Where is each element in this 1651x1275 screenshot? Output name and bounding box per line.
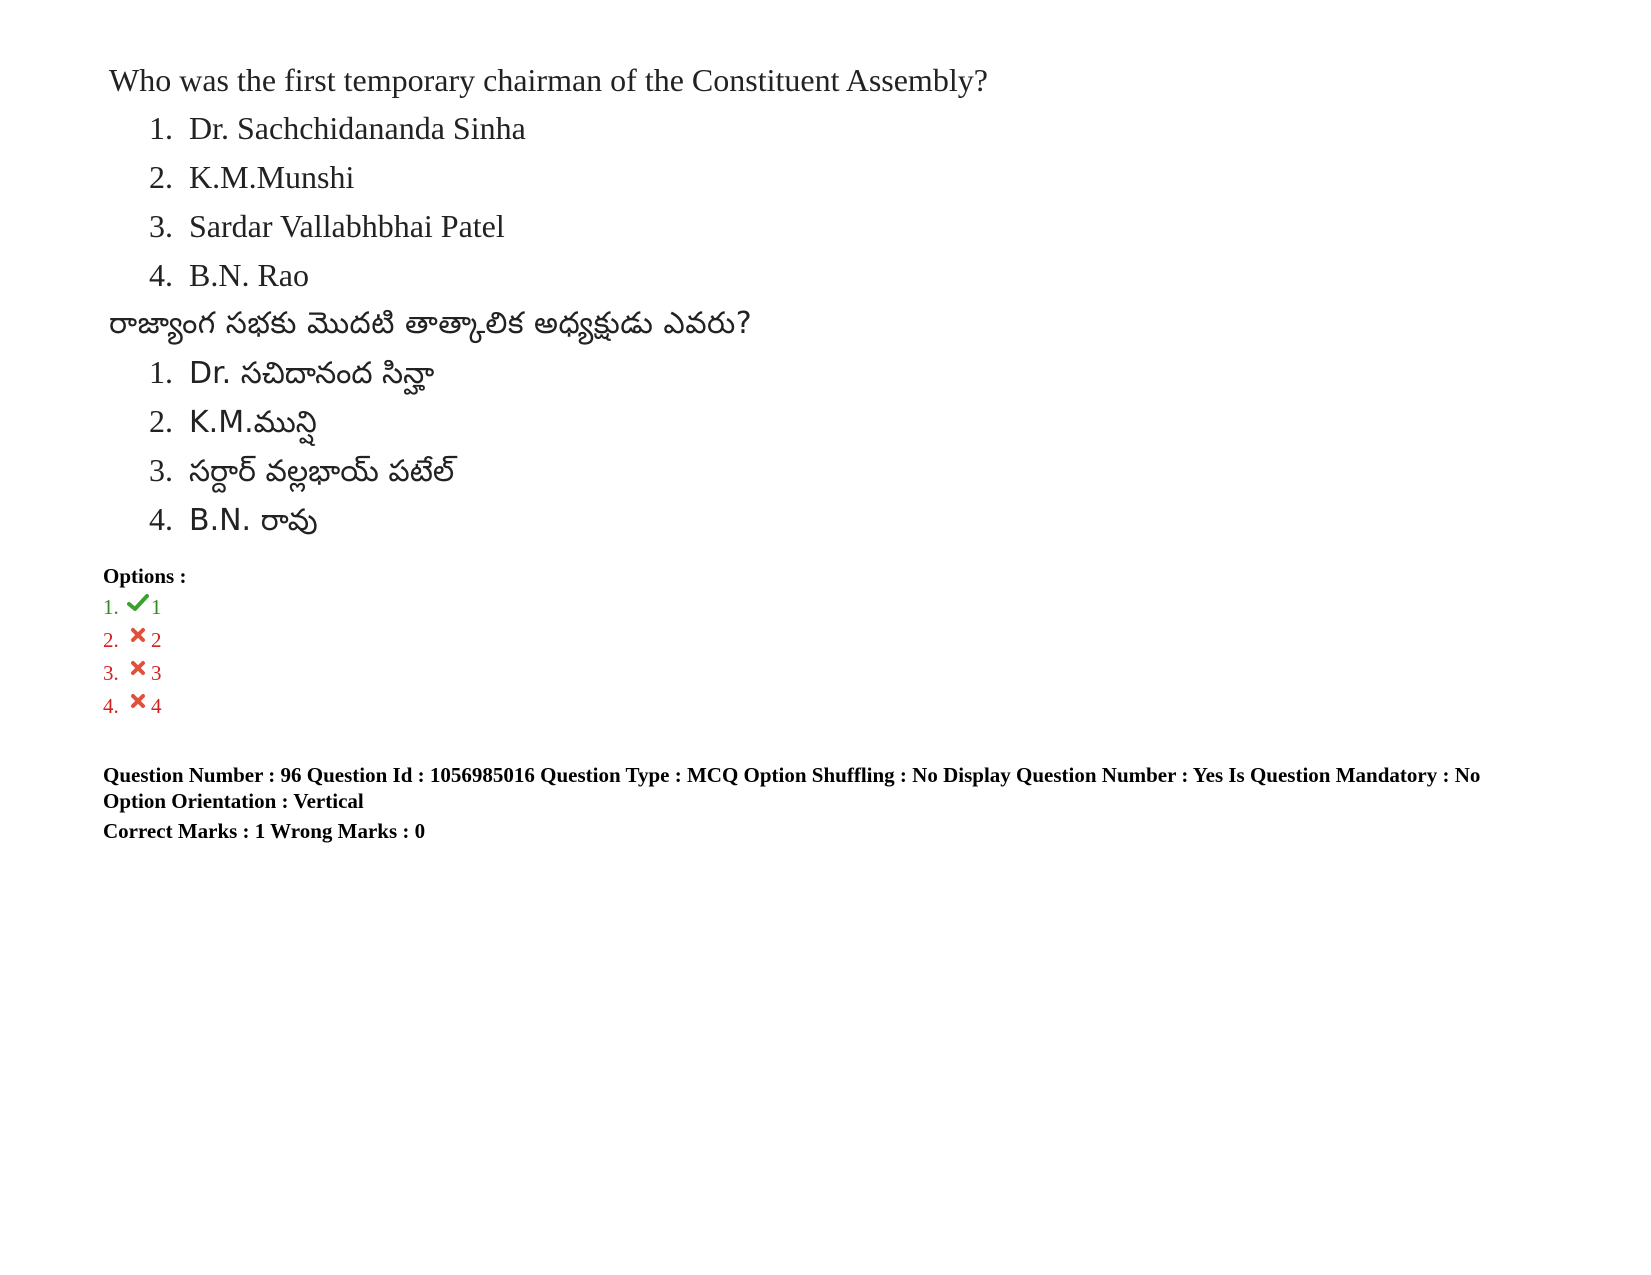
option-value: 1 bbox=[151, 595, 162, 619]
cross-icon bbox=[125, 627, 151, 647]
choice-number: 2. bbox=[149, 403, 173, 439]
meta-question-info: Question Number : 96 Question Id : 1056985016 Question Type : MCQ Option Shuffling : No Display Question Number : Yes Is Question Mandatory : No bbox=[103, 763, 1481, 787]
option-row-2 bbox=[103, 624, 186, 657]
option-index: 4. bbox=[103, 694, 119, 718]
meta-marks: Correct Marks : 1 Wrong Marks : 0 bbox=[103, 819, 426, 843]
choice-text: B.N. Rao bbox=[189, 257, 309, 293]
english-choice-4 bbox=[109, 251, 1109, 300]
choice-text: సర్దార్ వల్లభాయ్ పటేల్ bbox=[189, 454, 455, 489]
option-index: 3. bbox=[103, 661, 119, 685]
cross-icon bbox=[125, 693, 151, 713]
choice-number: 4. bbox=[149, 257, 173, 293]
choice-number: 2. bbox=[149, 159, 173, 195]
choice-number: 3. bbox=[149, 452, 173, 488]
choice-text: K.M.మున్షి bbox=[189, 405, 317, 440]
choice-text: Dr. Sachchidananda Sinha bbox=[189, 110, 526, 146]
option-row-3 bbox=[103, 657, 186, 690]
choice-text: Dr. సచిదానంద సిన్హా bbox=[189, 356, 435, 391]
option-value: 2 bbox=[151, 628, 162, 652]
english-choice-2 bbox=[109, 153, 1109, 202]
option-row-4 bbox=[103, 690, 186, 723]
option-value: 4 bbox=[151, 694, 162, 718]
telugu-choice-2 bbox=[109, 397, 1109, 446]
choice-text: K.M.Munshi bbox=[189, 159, 355, 195]
meta-option-orientation: Option Orientation : Vertical bbox=[103, 789, 364, 813]
english-choice-3 bbox=[109, 202, 1109, 251]
option-row-1 bbox=[103, 591, 186, 624]
english-choice-1 bbox=[109, 104, 1109, 153]
choice-number: 1. bbox=[149, 110, 173, 146]
choice-number: 1. bbox=[149, 354, 173, 390]
check-icon bbox=[125, 594, 151, 614]
options-title: Options : bbox=[103, 564, 187, 588]
choice-text: Sardar Vallabhbhai Patel bbox=[189, 208, 505, 244]
option-index: 1. bbox=[103, 595, 119, 619]
option-index: 2. bbox=[103, 628, 119, 652]
options-section bbox=[103, 561, 186, 723]
question-text-english: Who was the first temporary chairman of the Constituent Assembly? bbox=[109, 62, 988, 98]
choice-text: B.N. రావు bbox=[189, 503, 318, 538]
question-metadata bbox=[103, 762, 1643, 844]
choice-number: 3. bbox=[149, 208, 173, 244]
telugu-choice-4 bbox=[109, 495, 1109, 544]
question-text-telugu: రాజ్యాంగ సభకు మొదటి తాత్కాలిక అధ్యక్షుడు ఎవరు? bbox=[109, 306, 753, 341]
question-image bbox=[109, 56, 1109, 544]
telugu-choice-1 bbox=[109, 348, 1109, 397]
option-value: 3 bbox=[151, 661, 162, 685]
choice-number: 4. bbox=[149, 501, 173, 537]
telugu-choice-3 bbox=[109, 446, 1109, 495]
cross-icon bbox=[125, 660, 151, 680]
